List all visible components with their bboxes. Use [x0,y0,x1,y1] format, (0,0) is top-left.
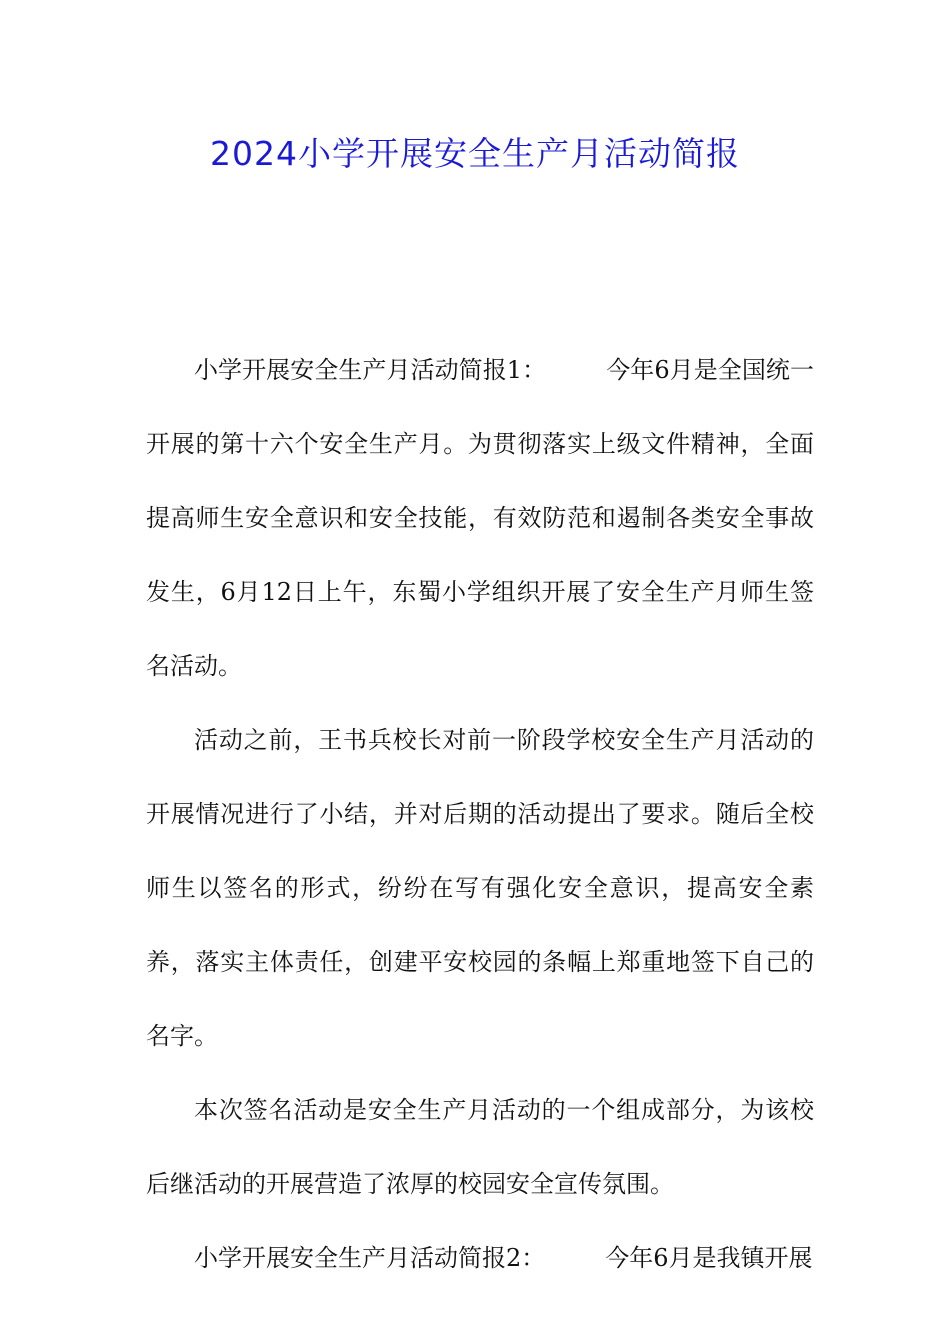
paragraph-4-lead: 小学开展安全生产月活动简报2： [194,1244,546,1272]
paragraph-1-lead: 小学开展安全生产月活动简报1： [194,356,547,384]
paragraph-4-text: 今年6月是我镇开展 [605,1244,813,1272]
paragraph-2 [146,703,814,1073]
paragraph-3 [146,1073,814,1221]
paragraph-4 [146,1221,814,1295]
document-body [146,333,814,1295]
paragraph-1 [146,333,814,703]
document-title: 2024小学开展安全生产月活动简报 [210,134,740,173]
paragraph-1-text: 今年6月是全国统一开展的第十六个安全生产月。为贯彻落实上级文件精神，全面提高师生安全意识和安全技能，有效防范和遏制各类安全事故发生，6月12日上午，东蜀小学组织开展了安全生产月师生签名活动。 [146,356,814,680]
paragraph-3-text: 本次签名活动是安全生产月活动的一个组成部分，为该校后继活动的开展营造了浓厚的校园安全宣传氛围。 [146,1096,814,1198]
paragraph-2-text: 活动之前，王书兵校长对前一阶段学校安全生产月活动的开展情况进行了小结，并对后期的活动提出了要求。随后全校师生以签名的形式，纷纷在写有强化安全意识，提高安全素养，落实主体责任，创建平安校园的条幅上郑重地签下自己的名字。 [146,726,814,1050]
